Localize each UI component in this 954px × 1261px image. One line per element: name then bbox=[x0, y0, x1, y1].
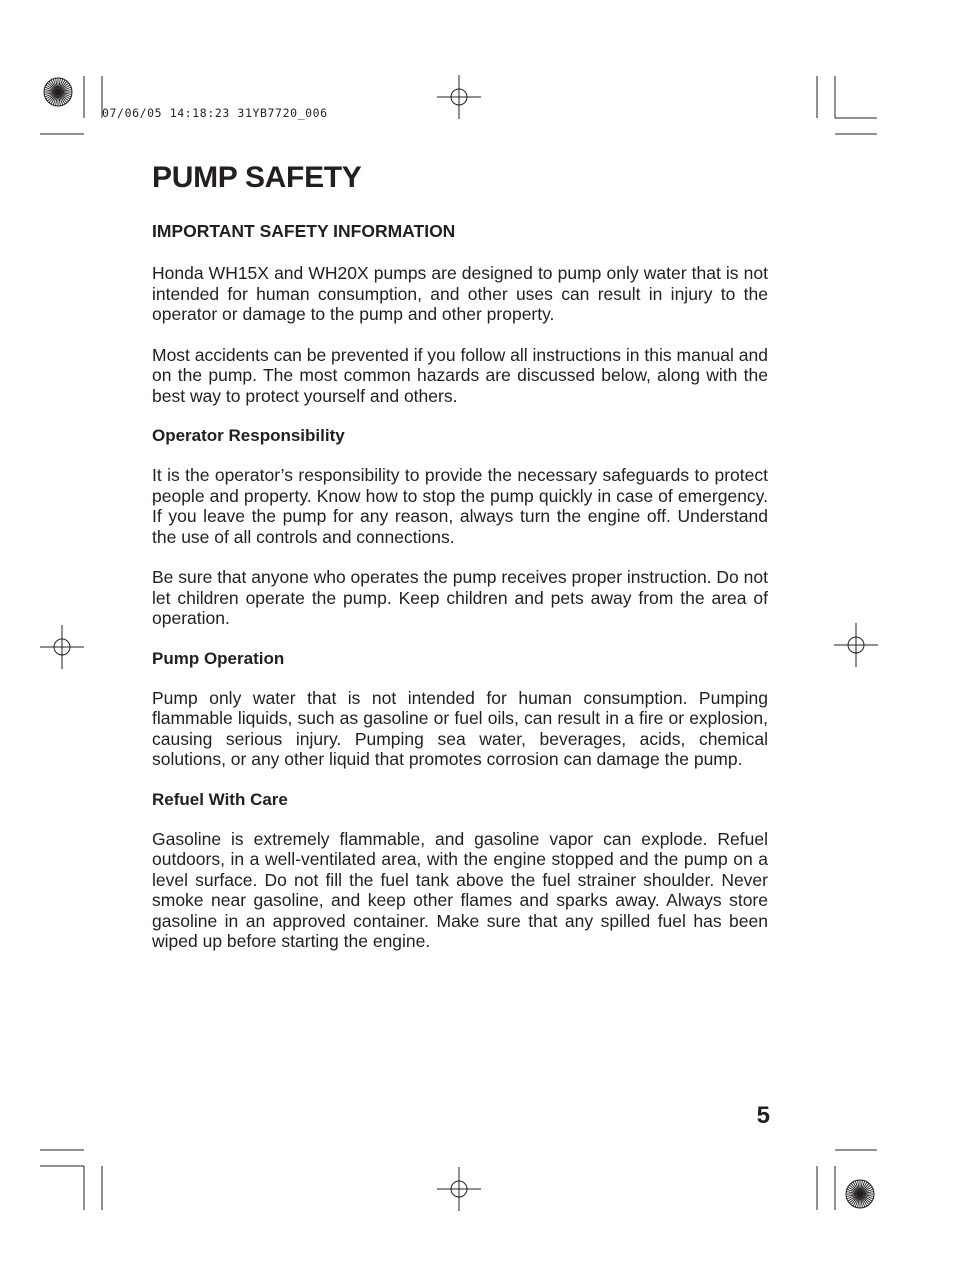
crosshair-registration-icon bbox=[437, 1167, 481, 1211]
intro-paragraph: Most accidents can be prevented if you follow all instructions in this manual and on the pump. The most common hazards are discussed below, along with the best way to protect yourself and others. bbox=[152, 344, 768, 406]
page-number: 5 bbox=[756, 1102, 770, 1129]
section-heading: IMPORTANT SAFETY INFORMATION bbox=[152, 221, 456, 241]
operator-paragraph: Be sure that anyone who operates the pump receives proper instruction. Do not let children operate the pump. Keep children and pets away from the area of operation. bbox=[152, 567, 768, 628]
crop-mark-icon bbox=[40, 1150, 102, 1210]
operator-responsibility-heading: Operator Responsibility bbox=[152, 426, 345, 445]
refuel-paragraph: Gasoline is extremely flammable, and gasoline vapor can explode. Refuel outdoors, in a well-ventilated area, with the engine stopped and the pump on a level surface. Do not fill the fuel tank above the fuel strainer shoulder. Never smoke near gasoline, and keep other flames and sparks away. Always store gasoline in an approved container. Make sure that any spilled fuel has been wiped up before starting the engine. bbox=[152, 828, 768, 951]
crosshair-registration-icon bbox=[40, 625, 84, 669]
crosshair-registration-icon bbox=[834, 623, 878, 667]
crop-mark-icon bbox=[817, 76, 877, 134]
refuel-heading: Refuel With Care bbox=[152, 789, 288, 809]
page-title: PUMP SAFETY bbox=[152, 161, 362, 194]
print-job-code: 07/06/05 14:18:23 31YB7720_006 bbox=[102, 106, 328, 120]
main-content bbox=[152, 160, 768, 952]
intro-paragraph: Honda WH15X and WH20X pumps are designed to pump only water that is not intended for human consumption, and other uses can result in injury to the operator or damage to the pump and other property. bbox=[152, 263, 768, 324]
pump-operation-paragraph: Pump only water that is not intended for human consumption. Pumping flammable liquids, such as gasoline or fuel oils, can result in a fire or explosion, causing serious injury. Pumping sea water, beverages, acids, chemical solutions, or any other liquid that promotes corrosion can damage the pump. bbox=[152, 687, 768, 769]
registration-starburst-icon bbox=[846, 1180, 874, 1208]
crosshair-registration-icon bbox=[437, 75, 481, 119]
registration-starburst-icon bbox=[44, 78, 72, 106]
pump-operation-heading: Pump Operation bbox=[152, 648, 285, 668]
operator-paragraph: It is the operator’s responsibility to provide the necessary safeguards to protect people and property. Know how to stop the pump quickly in case of emergency. If you leave the pump for any reason, always turn the engine off. Understand the use of all controls and connections. bbox=[152, 465, 768, 547]
